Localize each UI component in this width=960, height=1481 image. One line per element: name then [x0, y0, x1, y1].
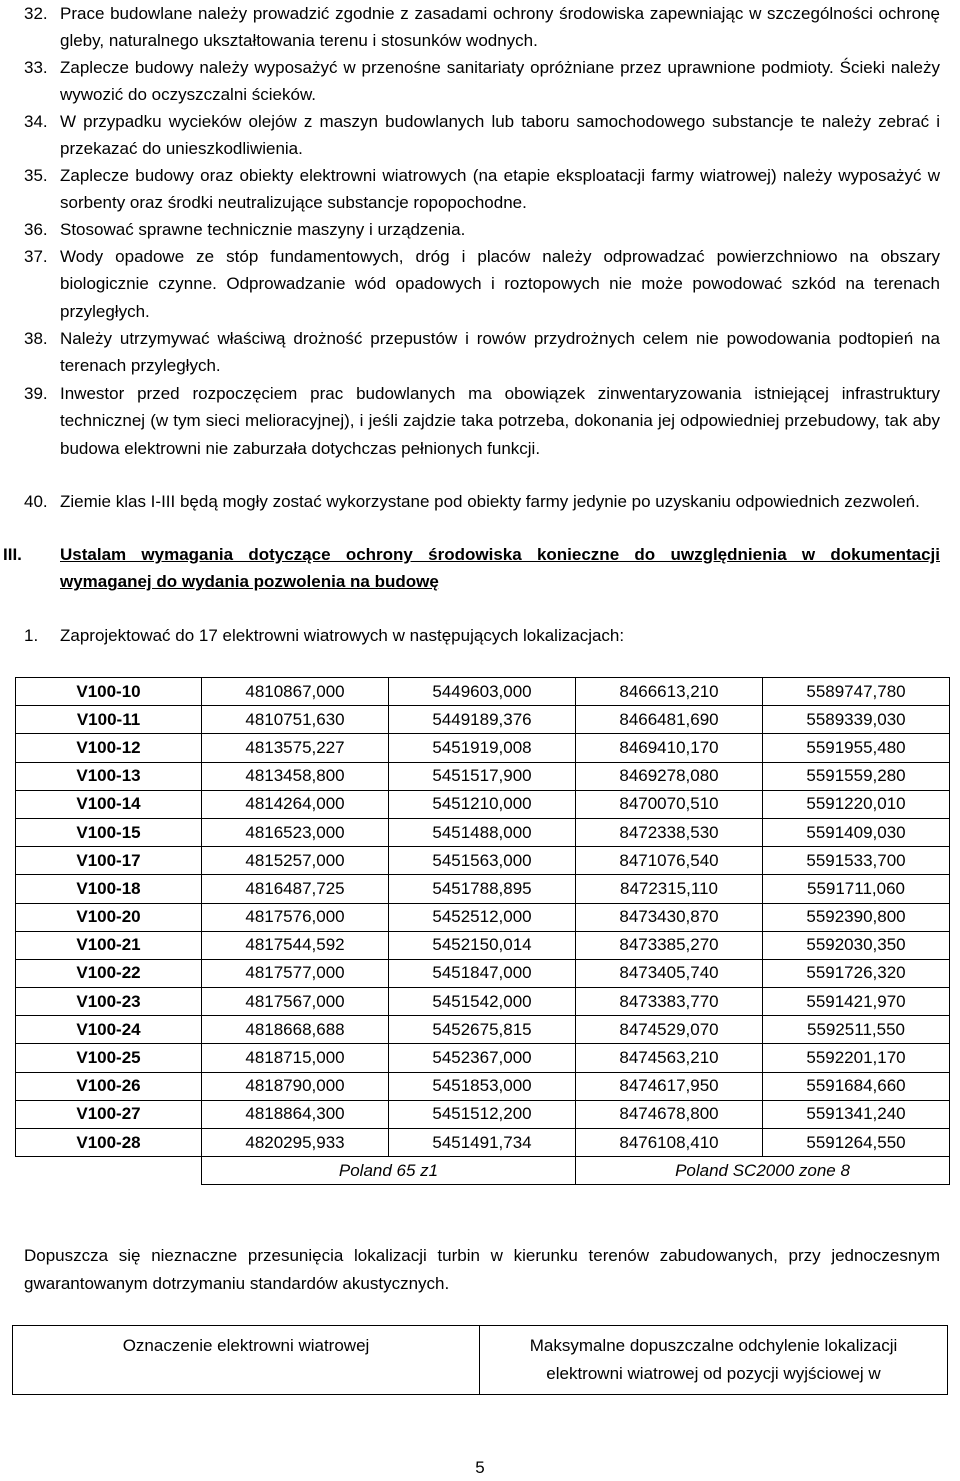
list-item [24, 622, 940, 649]
list-item [24, 325, 940, 380]
turbine-code-cell: V100-20 [16, 903, 202, 931]
coordinate-cell: 5451563,000 [389, 847, 576, 875]
list-item [24, 0, 940, 55]
list-item-text: Zaprojektować do 17 elektrowni wiatrowych w następujących lokalizacjach: [60, 626, 625, 645]
deviation-header-max-offset: Maksymalne dopuszczalne odchylenie lokalizacji elektrowni wiatrowej od pozycji wyjściowej w [480, 1326, 948, 1395]
coordinate-cell: 8473385,270 [576, 931, 763, 959]
deviation-table-header-row [13, 1326, 948, 1395]
tolerance-paragraph: Dopuszcza się nieznaczne przesunięcia lokalizacji turbin w kierunku terenów zabudowanych, przy jednoczesnym gwarantowanym dotrzymaniu standardów akustycznych. [24, 1246, 940, 1293]
turbine-code-cell: V100-17 [16, 847, 202, 875]
list-item-text: W przypadku wycieków olejów z maszyn budowlanych lub taboru samochodowego substancje te należy zebrać i przekazać do unieszkodliwienia. [60, 112, 940, 159]
coordinate-cell: 4818790,000 [202, 1072, 389, 1100]
coordinate-cell: 5589747,780 [763, 678, 950, 706]
turbine-code-cell: V100-15 [16, 818, 202, 846]
list-item-text: Prace budowlane należy prowadzić zgodnie z zasadami ochrony środowiska zapewniając w szczególności ochronę gleby, naturalnego ukształtowania terenu i stosunków wodnych. [60, 4, 940, 51]
coordinate-cell: 4818864,300 [202, 1100, 389, 1128]
coordinate-cell: 5451517,900 [389, 762, 576, 790]
list-item-number: 40. [24, 492, 48, 511]
list-item [24, 380, 940, 462]
turbine-code-cell: V100-25 [16, 1044, 202, 1072]
coordinate-cell: 5591409,030 [763, 818, 950, 846]
coordinate-cell: 5451542,000 [389, 988, 576, 1016]
coordinate-cell: 8473430,870 [576, 903, 763, 931]
table-row [16, 875, 950, 903]
table-row [16, 1100, 950, 1128]
coordinate-cell: 5592201,170 [763, 1044, 950, 1072]
table-row [16, 1016, 950, 1044]
coordinate-cell: 5591711,060 [763, 875, 950, 903]
list-item [24, 162, 940, 217]
coordinate-system-label: Poland 65 z1 [202, 1157, 576, 1185]
coordinate-cell: 5452367,000 [389, 1044, 576, 1072]
turbine-code-cell: V100-23 [16, 988, 202, 1016]
coordinate-cell: 5591684,660 [763, 1072, 950, 1100]
coordinate-cell: 5451512,200 [389, 1100, 576, 1128]
turbine-code-cell: V100-21 [16, 931, 202, 959]
coordinate-cell: 5591421,970 [763, 988, 950, 1016]
coordinate-cell: 8473383,770 [576, 988, 763, 1016]
coordinate-cell: 5591264,550 [763, 1129, 950, 1157]
coordinate-cell: 8472338,530 [576, 818, 763, 846]
turbine-code-cell: V100-10 [16, 678, 202, 706]
table-row [16, 903, 950, 931]
turbine-code-cell: V100-27 [16, 1100, 202, 1128]
coordinate-cell: 4818715,000 [202, 1044, 389, 1072]
coordinate-cell: 4813575,227 [202, 734, 389, 762]
table-row [16, 847, 950, 875]
table-row [16, 706, 950, 734]
coordinate-cell: 4810751,630 [202, 706, 389, 734]
coordinate-cell: 4816487,725 [202, 875, 389, 903]
coordinate-cell: 8474617,950 [576, 1072, 763, 1100]
section-roman-numeral: III. [3, 545, 22, 564]
coordinate-cell: 4817577,000 [202, 959, 389, 987]
list-item-text: Ziemie klas I-III będą mogły zostać wykorzystane pod obiekty farmy jedynie po uzyskaniu odpowiednich zezwoleń. [60, 492, 920, 511]
deviation-table [12, 1325, 948, 1395]
coordinate-cell: 8476108,410 [576, 1129, 763, 1157]
coordinate-cell: 5449603,000 [389, 678, 576, 706]
turbine-code-cell: V100-13 [16, 762, 202, 790]
coordinate-cell: 5452675,815 [389, 1016, 576, 1044]
coordinate-cell: 8466613,210 [576, 678, 763, 706]
coordinate-cell: 8474563,210 [576, 1044, 763, 1072]
list-item-text: Stosować sprawne technicznie maszyny i urządzenia. [60, 220, 466, 239]
coordinate-cell: 5592390,800 [763, 903, 950, 931]
section-heading-block [0, 541, 960, 596]
list-item [24, 216, 940, 243]
table-row [16, 762, 950, 790]
coordinate-cell: 8469278,080 [576, 762, 763, 790]
coordinate-cell: 5452512,000 [389, 903, 576, 931]
coordinate-cell: 5451847,000 [389, 959, 576, 987]
coordinate-cell: 8474529,070 [576, 1016, 763, 1044]
coordinate-cell: 4816523,000 [202, 818, 389, 846]
coordinate-cell: 5591559,280 [763, 762, 950, 790]
section-heading: Ustalam wymagania dotyczące ochrony środowiska konieczne do uwzględnienia w dokumentacji wymaganej do wydania pozwolenia na budowę [60, 545, 940, 592]
coordinate-system-label: Poland SC2000 zone 8 [576, 1157, 950, 1185]
list-item-number: 39. [24, 384, 48, 403]
coordinate-cell: 5451853,000 [389, 1072, 576, 1100]
coordinate-cell: 4814264,000 [202, 790, 389, 818]
list-item-text: Zaplecze budowy oraz obiekty elektrowni wiatrowych (na etapie eksploatacji farmy wiatrowej) należy wyposażyć w sorbenty oraz środki neutralizujące substancje ropopochodne. [60, 166, 940, 213]
list-item [24, 488, 940, 515]
coordinate-cell: 5592030,350 [763, 931, 950, 959]
coordinate-cell: 4813458,800 [202, 762, 389, 790]
coordinate-cell: 5591955,480 [763, 734, 950, 762]
table-row [16, 988, 950, 1016]
coordinate-cell: 5592511,550 [763, 1016, 950, 1044]
coordinate-cell: 5591533,700 [763, 847, 950, 875]
list-item-number: 1. [24, 626, 39, 645]
coordinate-cell: 4817567,000 [202, 988, 389, 1016]
coordinate-cell: 4820295,933 [202, 1129, 389, 1157]
list-item-number: 37. [24, 247, 48, 266]
list-item-number: 34. [24, 112, 48, 131]
table-row [16, 959, 950, 987]
table-row [16, 1044, 950, 1072]
list-item-number: 33. [24, 58, 48, 77]
coordinate-cell: 5451919,008 [389, 734, 576, 762]
coordinate-cell: 4818668,688 [202, 1016, 389, 1044]
coordinate-cell: 5449189,376 [389, 706, 576, 734]
coordinate-cell: 4817576,000 [202, 903, 389, 931]
coordinates-table [15, 677, 950, 1185]
table-row [16, 790, 950, 818]
coordinate-cell: 8473405,740 [576, 959, 763, 987]
list-item [24, 54, 940, 109]
table-row [16, 1072, 950, 1100]
turbine-code-cell: V100-28 [16, 1129, 202, 1157]
table-row [16, 818, 950, 846]
turbine-code-cell: V100-12 [16, 734, 202, 762]
coordinate-cell: 5451488,000 [389, 818, 576, 846]
coordinate-cell: 4810867,000 [202, 678, 389, 706]
turbine-code-cell: V100-18 [16, 875, 202, 903]
turbine-code-cell: V100-22 [16, 959, 202, 987]
coordinate-cell: 8469410,170 [576, 734, 763, 762]
list-item [24, 108, 940, 163]
turbine-code-cell: V100-11 [16, 706, 202, 734]
table-row [16, 678, 950, 706]
coordinate-cell: 5452150,014 [389, 931, 576, 959]
list-item-number: 36. [24, 220, 48, 239]
turbine-code-cell: V100-26 [16, 1072, 202, 1100]
list-item-text: Zaplecze budowy należy wyposażyć w przenośne sanitariaty opróżniane przez uprawnione podmioty. Ścieki należy wywozić do oczyszczalni ścieków. [60, 58, 940, 105]
coordinate-cell: 5591220,010 [763, 790, 950, 818]
coordinate-cell: 5591341,240 [763, 1100, 950, 1128]
coordinate-cell: 8470070,510 [576, 790, 763, 818]
list-item [24, 243, 940, 325]
coordinate-cell: 5451788,895 [389, 875, 576, 903]
page-number: 5 [475, 1458, 485, 1477]
list-item-number: 35. [24, 166, 48, 185]
coordinate-system-row [16, 1157, 950, 1185]
list-item-number: 38. [24, 329, 48, 348]
list-item-number: 32. [24, 4, 48, 23]
coordinate-cell: 5451210,000 [389, 790, 576, 818]
coordinate-cell: 5591726,320 [763, 959, 950, 987]
coordinate-cell: 5589339,030 [763, 706, 950, 734]
table-row [16, 931, 950, 959]
list-item-text: Inwestor przed rozpoczęciem prac budowlanych ma obowiązek zinwentaryzowania istniejącej infrastruktury technicznej (w tym sieci melioracyjnej), i jeśli zajdzie taka potrzeba, dokonania jej odpowiedniej przebudowy, tak aby budowa elektrowni nie zaburzała dotychczas pełnionych funkcji. [60, 384, 940, 458]
deviation-header-designation: Oznaczenie elektrowni wiatrowej [13, 1326, 480, 1395]
coordinate-cell: 5451491,734 [389, 1129, 576, 1157]
empty-cell [16, 1157, 202, 1185]
turbine-code-cell: V100-24 [16, 1016, 202, 1044]
turbine-code-cell: V100-14 [16, 790, 202, 818]
coordinate-cell: 4817544,592 [202, 931, 389, 959]
table-row [16, 734, 950, 762]
list-item-text: Wody opadowe ze stóp fundamentowych, dróg i placów należy odprowadzać powierzchniowo na obszary biologicznie czynne. Odprowadzanie wód opadowych i roztopowych nie może powodować szkód na terenach przyległych. [60, 247, 940, 321]
list-item-text: Należy utrzymywać właściwą drożność przepustów i rowów przydrożnych celem nie powodowania podtopień na terenach przyległych. [60, 329, 940, 376]
coordinate-cell: 8472315,110 [576, 875, 763, 903]
coordinate-cell: 4815257,000 [202, 847, 389, 875]
table-row [16, 1129, 950, 1157]
coordinate-cell: 8474678,800 [576, 1100, 763, 1128]
coordinate-cell: 8466481,690 [576, 706, 763, 734]
coordinate-cell: 8471076,540 [576, 847, 763, 875]
